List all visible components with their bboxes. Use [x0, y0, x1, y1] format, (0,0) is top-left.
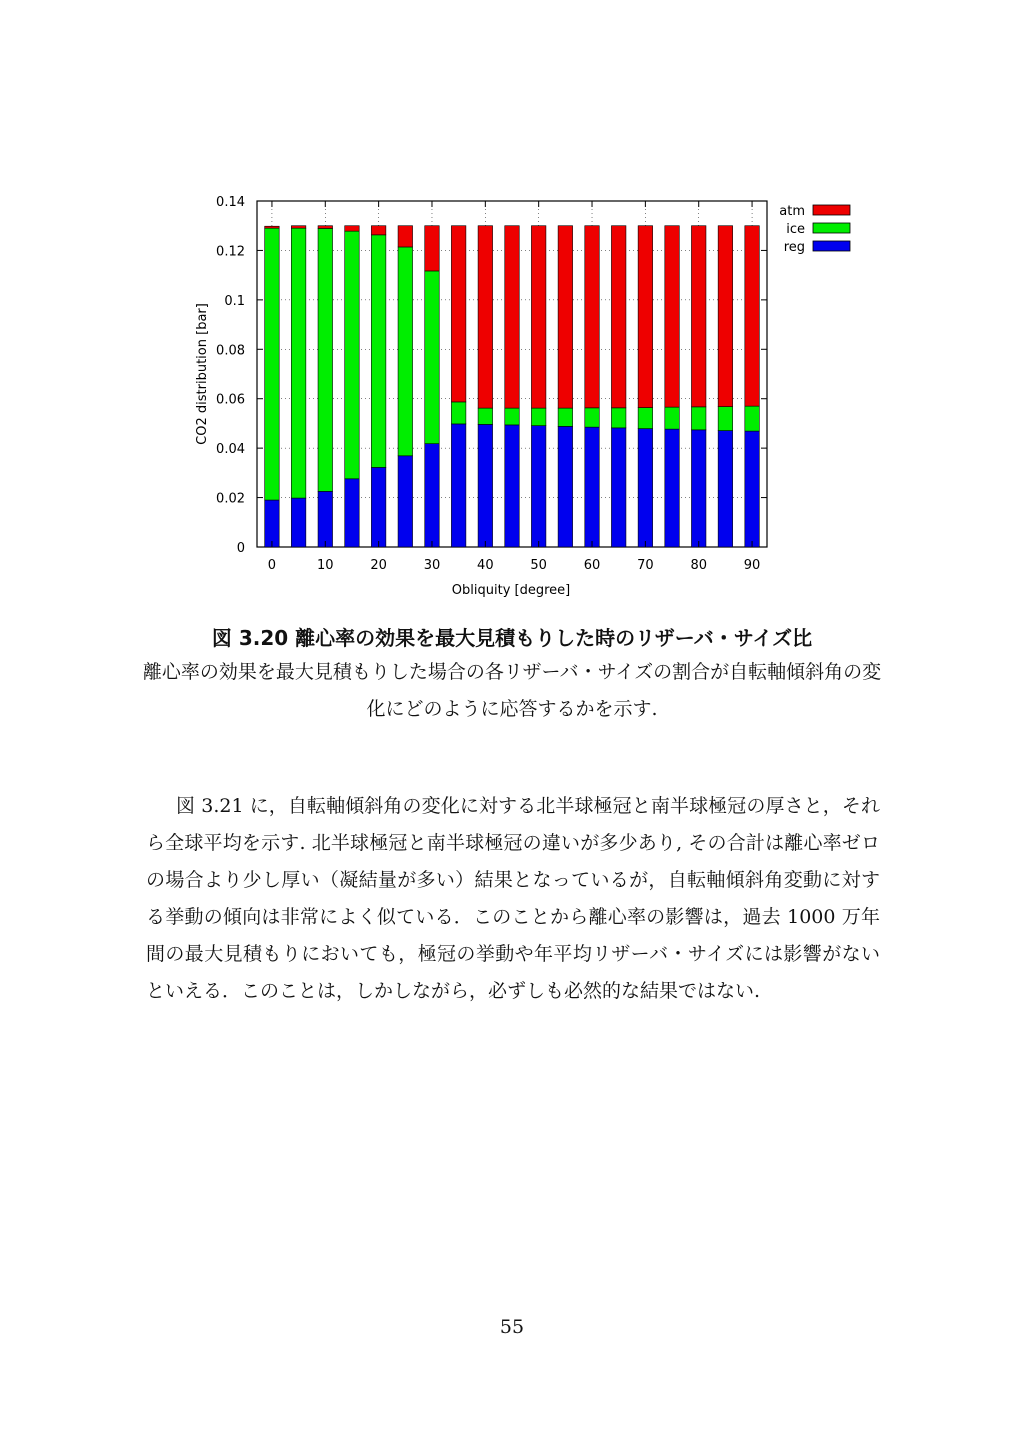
bar-segment-atm [718, 226, 733, 407]
bar-segment-reg [291, 498, 306, 547]
bar-segment-ice [291, 228, 306, 498]
bar-segment-ice [665, 407, 680, 429]
bar-segment-ice [398, 247, 413, 456]
bar-segment-atm [398, 226, 413, 247]
y-tick-label: 0.14 [216, 195, 245, 210]
legend-swatch-atm [813, 205, 850, 215]
bar-segment-ice [478, 408, 493, 424]
figure-caption-title: 図 3.20 離心率の効果を最大見積もりした時のリザーバ・サイズ比 [211, 626, 813, 650]
bar-segment-atm [585, 226, 600, 408]
bar-segment-reg [718, 431, 733, 547]
legend-swatch-reg [813, 241, 850, 251]
bar-segment-atm [425, 226, 440, 271]
bar-segment-ice [691, 407, 706, 430]
bar-segment-atm [558, 226, 573, 408]
bar-segment-ice [505, 408, 520, 425]
bar-segment-atm [611, 226, 626, 408]
bar-segment-reg [265, 500, 280, 547]
bar-segment-atm [371, 226, 386, 235]
bar-segment-reg [745, 431, 760, 547]
x-tick-label: 0 [267, 558, 277, 573]
bar-segment-ice [451, 402, 466, 424]
figure-caption-description: 離心率の効果を最大見積もりした場合の各リザーバ・サイズの割合が自転軸傾斜角の変化にどのように応答するかを示す. [142, 661, 882, 720]
y-axis-label: CO2 distribution [bar] [195, 303, 210, 445]
bar-segment-ice [718, 407, 733, 431]
y-tick-label: 0 [236, 541, 245, 556]
bar-segment-ice [638, 408, 653, 429]
y-tick-label: 0.08 [216, 343, 245, 359]
bar-segment-reg [585, 427, 600, 547]
x-axis-label: Obliquity [degree] [451, 583, 571, 598]
bar-segment-ice [531, 408, 546, 426]
body-paragraph: 図 3.21 に，自転軸傾斜角の変化に対する北半球極冠と南半球極冠の厚さと，それら全球平均を示す. 北半球極冠と南半球極冠の違いが多少あり, その合計は離心率ゼロの場合より少し厚い（凝結量が多い）結果となっているが，自転軸傾斜角変動に対する挙動の傾向は非常によく似ている．このことから離心率の影響は，過去 1000 万年間の最大見積もりにおいても，極冠の挙動や年平均リザーバ・サイズには影響がないといえる．このことは，しかしながら，必ずしも必然的な結果ではない. [146, 795, 880, 1002]
co2-distribution-chart [0, 0, 1024, 610]
x-tick-label: 40 [477, 558, 494, 573]
y-tick-label: 0.06 [216, 392, 245, 408]
bar-segment-reg [345, 479, 360, 547]
bar-segment-reg [451, 424, 466, 547]
y-tick-label: 0.12 [216, 244, 245, 260]
bar-segment-ice [585, 408, 600, 427]
y-tick-label: 0.04 [216, 442, 245, 458]
bar-segment-atm [531, 226, 546, 408]
legend-label-ice: ice [786, 222, 805, 237]
bar-segment-ice [558, 408, 573, 426]
chart-legend [779, 204, 850, 255]
bar-segment-ice [345, 231, 360, 479]
bar-segment-atm [265, 226, 280, 228]
x-tick-label: 20 [370, 558, 387, 573]
bar-segment-reg [371, 467, 386, 547]
bar-segment-atm [638, 226, 653, 408]
bar-segment-atm [478, 226, 493, 408]
bar-segment-reg [531, 426, 546, 547]
bar-segment-reg [398, 456, 413, 547]
bar-segment-atm [291, 226, 306, 228]
x-tick-label: 50 [530, 558, 547, 573]
bar-segment-ice [425, 271, 440, 444]
legend-swatch-ice [813, 223, 850, 233]
x-tick-label: 60 [583, 558, 601, 573]
x-tick-label: 30 [423, 558, 441, 573]
bar-segment-ice [745, 406, 760, 431]
bar-segment-reg [611, 428, 626, 547]
legend-label-atm: atm [779, 204, 805, 219]
stacked-bars [265, 226, 760, 547]
bar-segment-reg [558, 426, 573, 547]
legend-label-reg: reg [783, 240, 805, 255]
bar-segment-atm [665, 226, 680, 407]
x-tick-label: 80 [690, 558, 707, 573]
bar-segment-atm [345, 226, 360, 231]
bar-segment-ice [265, 228, 280, 500]
bar-segment-reg [478, 424, 493, 547]
bar-segment-atm [505, 226, 520, 408]
x-tick-label: 10 [317, 558, 334, 573]
bar-segment-reg [318, 491, 333, 547]
bar-segment-atm [745, 226, 760, 406]
bar-segment-ice [318, 228, 333, 491]
y-tick-label: 0.1 [224, 293, 245, 309]
bar-segment-reg [638, 429, 653, 547]
x-tick-label: 70 [637, 558, 654, 573]
bar-segment-reg [665, 429, 680, 547]
x-tick-label: 90 [743, 558, 761, 573]
bar-segment-ice [371, 235, 386, 468]
bar-segment-reg [691, 430, 706, 547]
bar-segment-atm [451, 226, 466, 402]
y-tick-label: 0.02 [216, 491, 245, 507]
bar-segment-ice [611, 408, 626, 428]
bar-segment-reg [425, 444, 440, 547]
bar-segment-reg [505, 425, 520, 547]
bar-segment-atm [318, 226, 333, 229]
bar-segment-atm [691, 226, 706, 407]
page-number: 55 [499, 1316, 525, 1338]
